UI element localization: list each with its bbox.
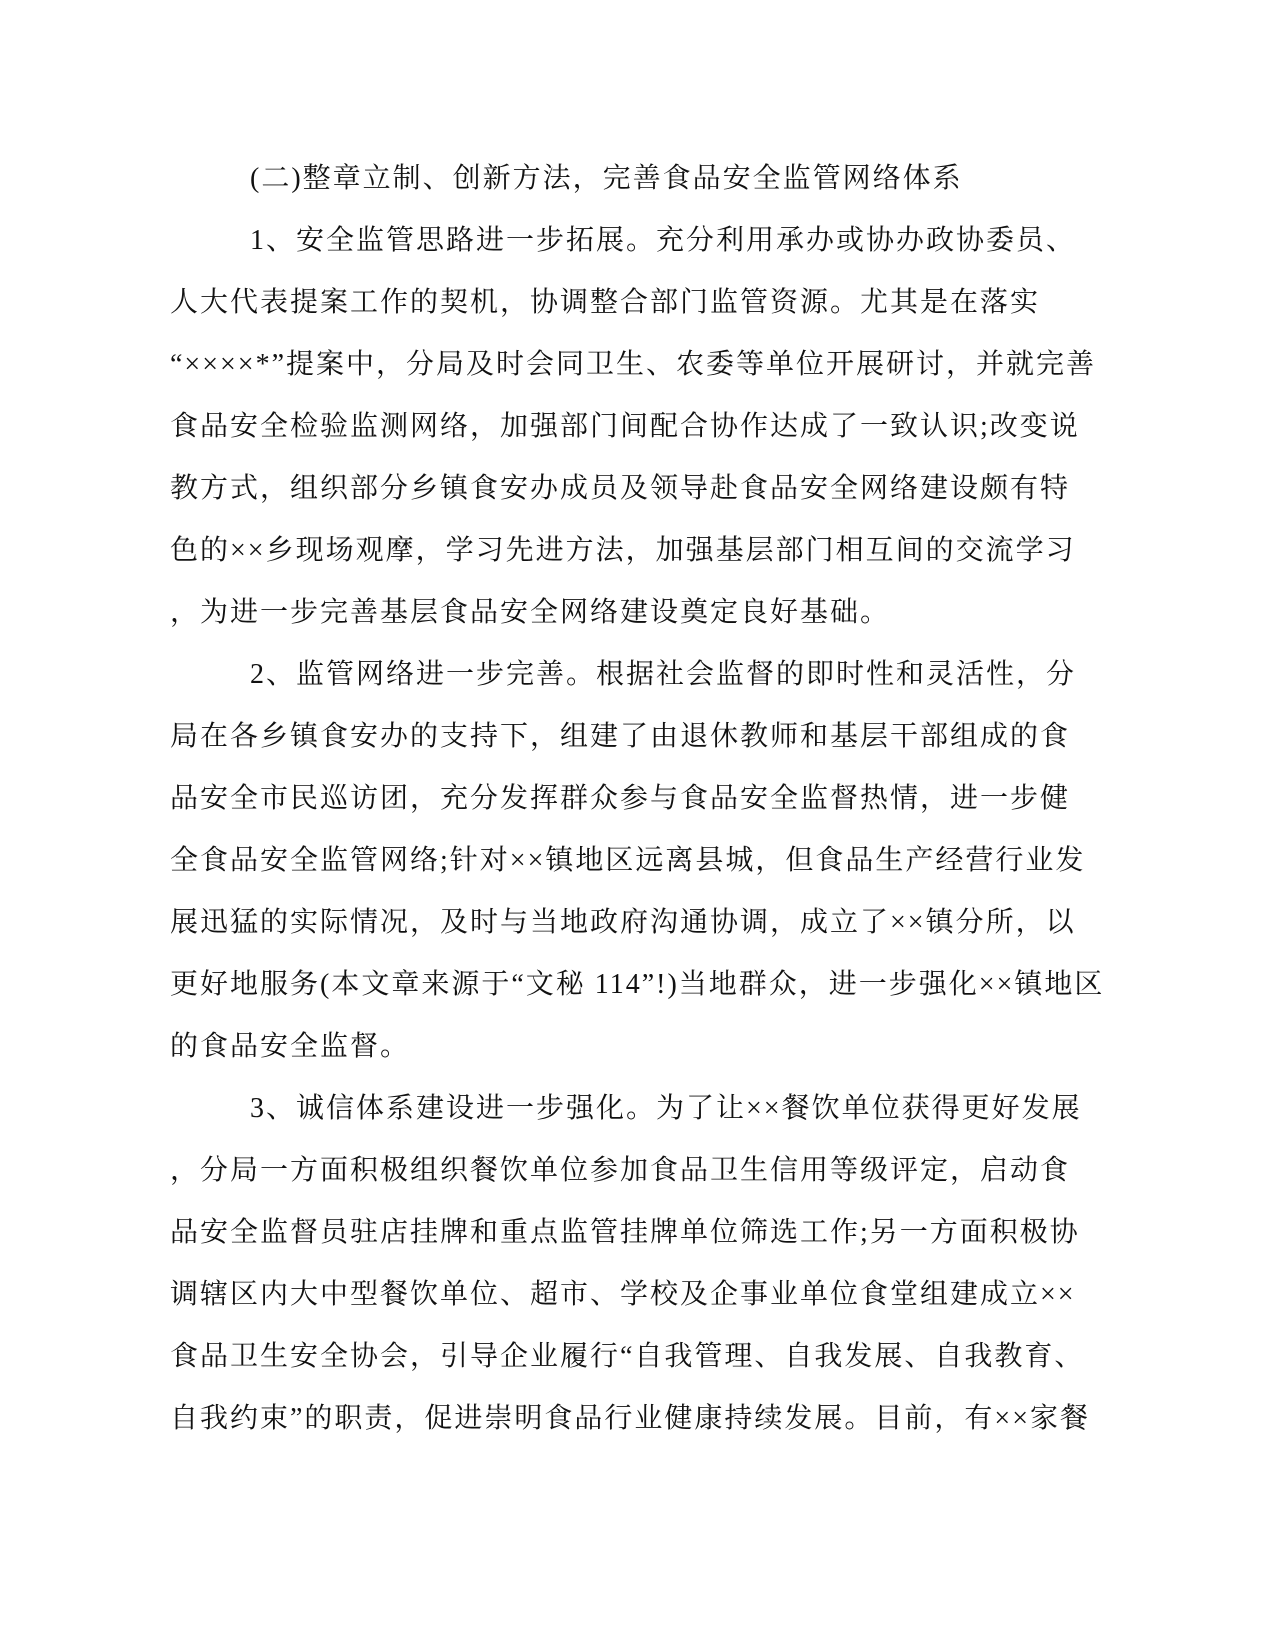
text-line: 调辖区内大中型餐饮单位、超市、学校及企事业单位食堂组建成立×× bbox=[170, 1279, 1076, 1310]
text-line: 全食品安全监管网络;针对××镇地区远离县城，但食品生产经营行业发 bbox=[170, 845, 1086, 876]
text-line: 3、诚信体系建设进一步强化。为了让××餐饮单位获得更好发展 bbox=[250, 1093, 1082, 1124]
text-line: 教方式，组织部分乡镇食安办成员及领导赴食品安全网络建设颇有特 bbox=[170, 473, 1071, 504]
text-line: ，为进一步完善基层食品安全网络建设奠定良好基础。 bbox=[170, 597, 891, 628]
text-line: 品安全监督员驻店挂牌和重点监管挂牌单位筛选工作;另一方面积极协 bbox=[170, 1217, 1080, 1248]
text-line: 自我约束”的职责，促进崇明食品行业健康持续发展。目前，有××家餐 bbox=[170, 1403, 1091, 1434]
text-line: (二)整章立制、创新方法，完善食品安全监管网络体系 bbox=[250, 163, 963, 194]
text-line: 食品安全检验监测网络，加强部门间配合协作达成了一致认识;改变说 bbox=[170, 411, 1080, 442]
text-line: 1、安全监管思路进一步拓展。充分利用承办或协办政协委员、 bbox=[250, 225, 1077, 256]
text-line: ，分局一方面积极组织餐饮单位参加食品卫生信用等级评定，启动食 bbox=[170, 1155, 1071, 1186]
text-line: 食品卫生安全协会，引导企业履行“自我管理、自我发展、自我教育、 bbox=[170, 1341, 1085, 1372]
text-line: 品安全市民巡访团，充分发挥群众参与食品安全监督热情，进一步健 bbox=[170, 783, 1071, 814]
paragraph bbox=[170, 1078, 1215, 1450]
text-line: 更好地服务(本文章来源于“文秘 114”!)当地群众，进一步强化××镇地区 bbox=[170, 969, 1105, 1000]
text-line: 局在各乡镇食安办的支持下，组建了由退休教师和基层干部组成的食 bbox=[170, 721, 1071, 752]
text-line: 2、监管网络进一步完善。根据社会监督的即时性和灵活性，分 bbox=[250, 659, 1077, 690]
text-line: 色的××乡现场观摩，学习先进方法，加强基层部门相互间的交流学习 bbox=[170, 535, 1076, 566]
text-line: “××××*”提案中，分局及时会同卫生、农委等单位开展研讨，并就完善 bbox=[170, 349, 1097, 380]
document-body bbox=[170, 148, 1215, 1450]
text-line: 人大代表提案工作的契机，协调整合部门监管资源。尤其是在落实 bbox=[170, 287, 1041, 318]
paragraph bbox=[170, 644, 1215, 1078]
section-heading bbox=[170, 148, 1215, 210]
text-line: 的食品安全监督。 bbox=[170, 1031, 411, 1062]
text-line: 展迅猛的实际情况，及时与当地政府沟通协调，成立了××镇分所，以 bbox=[170, 907, 1076, 938]
paragraph bbox=[170, 210, 1215, 644]
